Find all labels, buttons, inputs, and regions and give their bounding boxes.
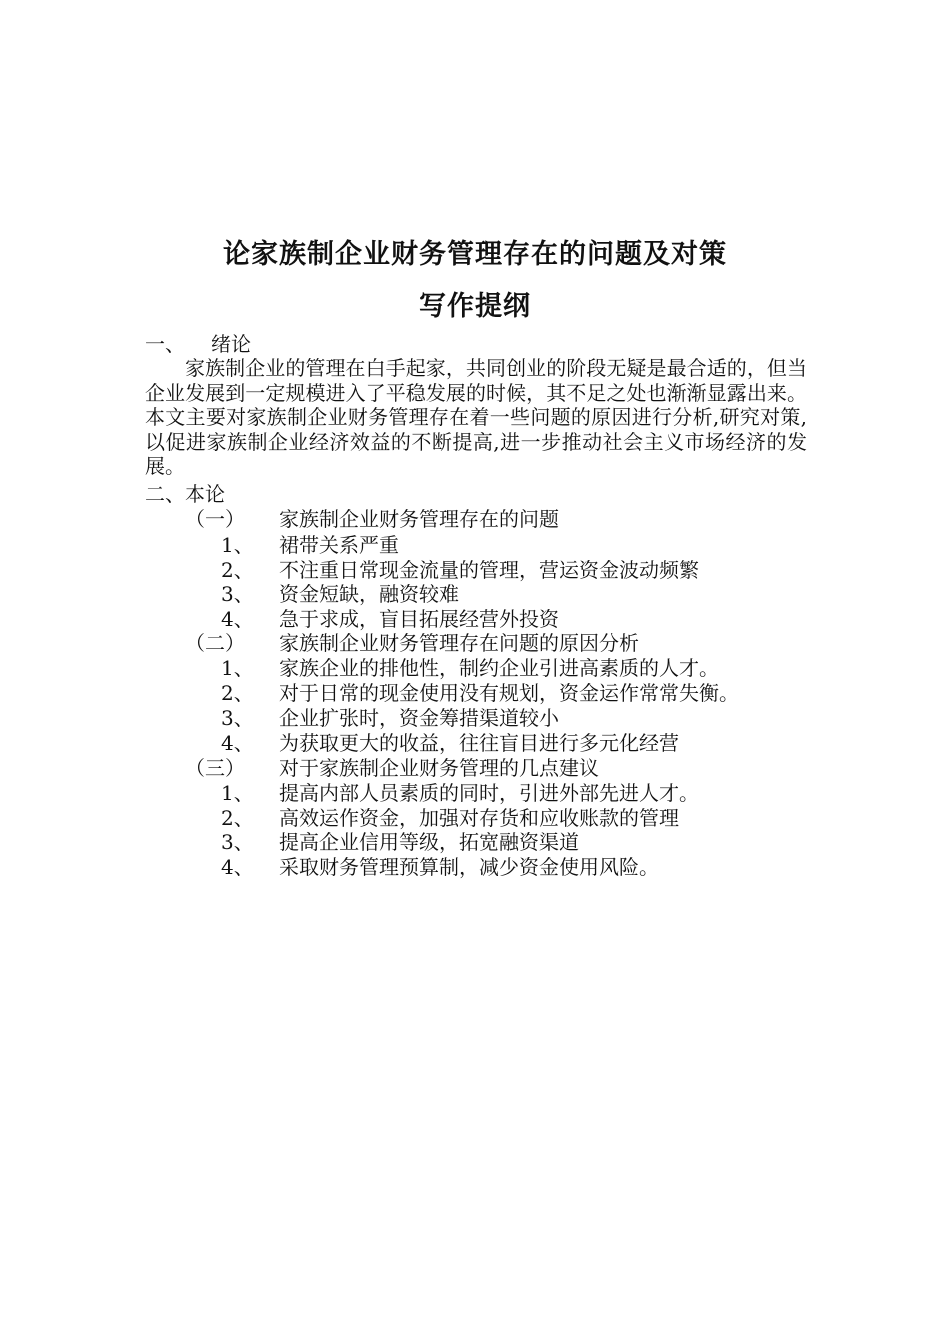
subsection-marker: （二） — [185, 631, 245, 655]
list-item-number: 4、 — [221, 607, 254, 631]
list-item: 对于日常的现金使用没有规划，资金运作常常失衡。 — [279, 681, 739, 705]
list-item-number: 2、 — [221, 806, 254, 830]
list-item: 采取财务管理预算制，减少资金使用风险。 — [279, 855, 659, 879]
intro-text: 家族制企业的管理在白手起家，共同创业的阶段无疑是最合适的，但当企业发展到一定规模进入了平稳发展的时候，其不足之处也渐渐显露出来。本文主要对家族制企业财务管理存在着一些问题的原因进行分析,研究对策,以促进家族制企业经济效益的不断提高,进一步推动社会主义市场经济的发展。 — [145, 356, 807, 479]
list-item-number: 2、 — [221, 558, 254, 582]
document-title: 论家族制企业财务管理存在的问题及对策 — [223, 239, 727, 270]
subsection-marker: （一） — [185, 507, 245, 531]
list-item: 裙带关系严重 — [279, 533, 399, 557]
subsection-heading: 对于家族制企业财务管理的几点建议 — [279, 756, 599, 780]
list-item: 提高企业信用等级，拓宽融资渠道 — [279, 830, 579, 854]
subsection-marker: （三） — [185, 756, 245, 780]
section-title: 绪论 — [211, 332, 251, 356]
section-heading: 二、本论 — [145, 482, 225, 506]
list-item: 资金短缺，融资较难 — [279, 582, 459, 606]
document-subtitle: 写作提纲 — [419, 291, 531, 322]
list-item-number: 1、 — [221, 781, 254, 805]
list-item-number: 4、 — [221, 855, 254, 879]
list-item-number: 3、 — [221, 706, 254, 730]
subsection-heading: 家族制企业财务管理存在问题的原因分析 — [279, 631, 639, 655]
list-item-number: 4、 — [221, 731, 254, 755]
list-item: 为获取更大的收益，往往盲目进行多元化经营 — [279, 731, 679, 755]
section-number: 一、 — [145, 332, 185, 356]
list-item: 高效运作资金，加强对存货和应收账款的管理 — [279, 806, 679, 830]
subsection-heading: 家族制企业财务管理存在的问题 — [279, 507, 559, 531]
list-item: 急于求成，盲目拓展经营外投资 — [279, 607, 559, 631]
list-item-number: 1、 — [221, 656, 254, 680]
list-item: 企业扩张时，资金筹措渠道较小 — [279, 706, 559, 730]
list-item-number: 3、 — [221, 582, 254, 606]
list-item: 家族企业的排他性，制约企业引进高素质的人才。 — [279, 656, 719, 680]
intro-paragraph — [145, 356, 807, 479]
section-heading — [145, 332, 185, 356]
list-item: 提高内部人员素质的同时，引进外部先进人才。 — [279, 781, 699, 805]
list-item-number: 3、 — [221, 830, 254, 854]
list-item-number: 2、 — [221, 681, 254, 705]
list-item: 不注重日常现金流量的管理，营运资金波动频繁 — [279, 558, 699, 582]
list-item-number: 1、 — [221, 533, 254, 557]
